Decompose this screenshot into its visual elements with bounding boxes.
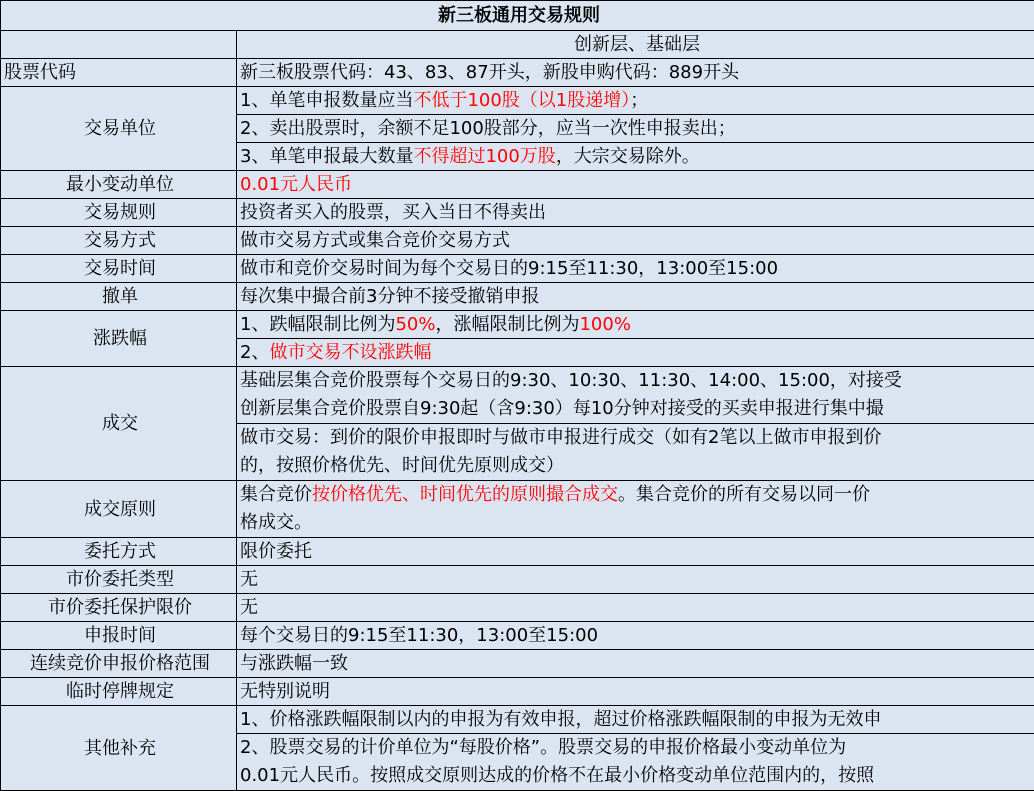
value-min-tick: 0.01元人民币 [237, 171, 1034, 199]
row-continuous-range [1, 650, 1034, 678]
header-row [1, 31, 1034, 59]
label-trade-unit: 交易单位 [1, 87, 237, 171]
value-continuous-range: 与涨跌幅一致 [237, 650, 1034, 678]
value-execution-market-making [237, 424, 1034, 481]
row-exec-principle [1, 481, 1034, 538]
label-trade-rule: 交易规则 [1, 199, 237, 227]
value-trade-method: 做市交易方式或集合竞价交易方式 [237, 227, 1034, 255]
row-other-1 [1, 706, 1034, 734]
price-limit-down-value: 50% [395, 314, 435, 335]
value-market-order-type: 无 [237, 566, 1034, 594]
row-halt [1, 678, 1034, 706]
value-price-limit-line2 [237, 339, 1034, 367]
row-stock-code [1, 59, 1034, 87]
label-order-type: 委托方式 [1, 538, 237, 566]
value-trade-unit-line2: 2、卖出股票时，余额不足100股部分，应当一次性申报卖出； [237, 115, 1034, 143]
value-other-line1: 1、价格涨跌幅限制以内的申报为有效申报，超过价格涨跌幅限制的申报为无效申 [237, 706, 1034, 734]
value-stock-code: 新三板股票代码：43、83、87开头，新股申购代码：889开头 [237, 59, 1034, 87]
trade-unit-line1-text: 1、单笔申报数量应当 [240, 90, 413, 111]
label-market-order-type: 市价委托类型 [1, 566, 237, 594]
row-trade-rule [1, 199, 1034, 227]
value-trade-unit-line3 [237, 143, 1034, 171]
row-execution-1 [1, 367, 1034, 424]
value-halt: 无特别说明 [237, 678, 1034, 706]
value-exec-principle [237, 481, 1034, 538]
header-empty-cell [1, 31, 237, 59]
row-trade-time [1, 255, 1034, 283]
label-market-order-protect: 市价委托保护限价 [1, 594, 237, 622]
value-cancel: 每次集中撮合前3分钟不接受撤销申报 [237, 283, 1034, 311]
value-other-line2 [237, 734, 1034, 791]
exec-principle-text-c: 。集合竞价的所有交易以同一价 [618, 484, 870, 505]
label-execution: 成交 [1, 367, 237, 481]
trade-unit-line3-highlight: 不得超过100万股 [413, 146, 555, 167]
row-order-type [1, 538, 1034, 566]
label-trade-method: 交易方式 [1, 227, 237, 255]
value-trade-time: 做市和竞价交易时间为每个交易日的9:15至11:30，13:00至15:00 [237, 255, 1034, 283]
price-limit-text-c: ，涨幅限制比例为 [435, 314, 579, 335]
row-trade-method [1, 227, 1034, 255]
value-market-order-protect: 无 [237, 594, 1034, 622]
label-exec-principle: 成交原则 [1, 481, 237, 538]
execution-line4: 的，按照价格优先、时间优先原则成交） [240, 452, 1034, 480]
exec-principle-line1 [240, 481, 1034, 509]
trade-unit-line1-end: ； [630, 90, 648, 111]
exec-principle-text-a: 集合竞价 [240, 484, 312, 505]
table-title: 新三板通用交易规则 [1, 1, 1034, 31]
header-tier-cell: 创新层、基础层 [237, 31, 1034, 59]
label-price-limit: 涨跌幅 [1, 311, 237, 367]
trade-unit-line3-end: ，大宗交易除外。 [556, 146, 700, 167]
label-trade-time: 交易时间 [1, 255, 237, 283]
execution-line1: 基础层集合竞价股票每个交易日的9:30、10:30、11:30、14:00、15:00，对接受 [240, 367, 1034, 395]
row-market-order-type [1, 566, 1034, 594]
value-price-limit-line1 [237, 311, 1034, 339]
other-line2: 2、股票交易的计价单位为“每股价格”。股票交易的申报价格最小变动单位为 [240, 734, 1034, 762]
row-trade-unit-1 [1, 87, 1034, 115]
value-order-type: 限价委托 [237, 538, 1034, 566]
row-order-time [1, 622, 1034, 650]
exec-principle-highlight: 按价格优先、时间优先的原则撮合成交 [312, 484, 618, 505]
price-limit-up-value: 100% [579, 314, 630, 335]
value-trade-rule: 投资者买入的股票，买入当日不得卖出 [237, 199, 1034, 227]
trade-unit-line1-highlight: 不低于100股（以1股递增） [413, 90, 630, 111]
label-halt: 临时停牌规定 [1, 678, 237, 706]
label-order-time: 申报时间 [1, 622, 237, 650]
value-execution-auction [237, 367, 1034, 424]
price-limit-line2-highlight: 做市交易不设涨跌幅 [269, 342, 431, 363]
price-limit-text-a: 1、跌幅限制比例为 [240, 314, 395, 335]
exec-principle-line2: 格成交。 [240, 509, 1034, 537]
trade-unit-line3-text: 3、单笔申报最大数量 [240, 146, 413, 167]
row-cancel [1, 283, 1034, 311]
execution-line2: 创新层集合竞价股票自9:30起（含9:30）每10分钟对接受的买卖申报进行集中撮 [240, 395, 1034, 423]
row-market-order-protect [1, 594, 1034, 622]
label-other: 其他补充 [1, 706, 237, 791]
price-limit-line2-prefix: 2、 [240, 342, 269, 363]
title-row [1, 1, 1034, 31]
other-line3: 0.01元人民币。按照成交原则达成的价格不在最小价格变动单位范围内的，按照 [240, 762, 1034, 790]
execution-line3: 做市交易：到价的限价申报即时与做市申报进行成交（如有2笔以上做市申报到价 [240, 424, 1034, 452]
label-cancel: 撤单 [1, 283, 237, 311]
label-continuous-range: 连续竞价申报价格范围 [1, 650, 237, 678]
value-order-time: 每个交易日的9:15至11:30，13:00至15:00 [237, 622, 1034, 650]
label-min-tick: 最小变动单位 [1, 171, 237, 199]
label-stock-code: 股票代码 [1, 59, 237, 87]
row-price-limit-1 [1, 311, 1034, 339]
value-trade-unit-line1 [237, 87, 1034, 115]
row-min-tick [1, 171, 1034, 199]
